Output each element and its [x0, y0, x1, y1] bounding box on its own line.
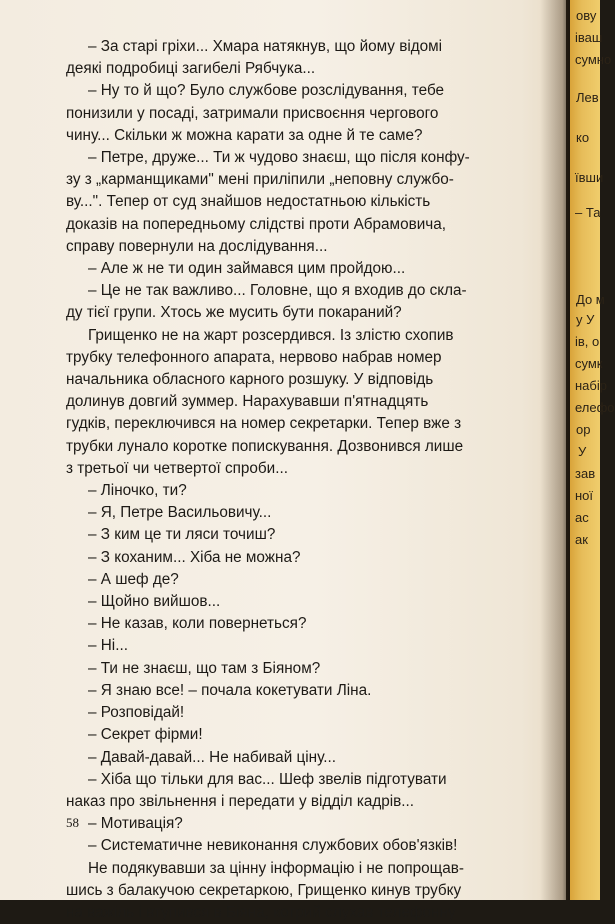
text-line: – Ні... — [88, 637, 128, 655]
text-line: – Я, Петре Васильовичу... — [88, 504, 272, 522]
text-line: – Систематичне невиконання службових обов'язків! — [88, 837, 458, 855]
text-line: зу з „карманщиками" мені приліпили „неповну службо- — [66, 171, 454, 189]
next-page-fragment: у У — [576, 312, 595, 327]
text-line: трубку телефонного апарата, нервово набрав номер — [66, 348, 442, 366]
page-edge-shadow — [540, 0, 572, 900]
text-line: – З ким це ти ляси точиш? — [88, 526, 276, 544]
next-page-fragment: ову — [576, 8, 597, 23]
text-line: ву...". Тепер от суд знайшов недостатньою кількість — [66, 193, 431, 211]
next-page-fragment: зав — [575, 466, 596, 481]
page-text — [66, 36, 554, 924]
text-line: – Розповідай! — [88, 704, 185, 722]
text-line: – Ліночко, ти? — [88, 482, 187, 500]
next-page-fragment: ор — [576, 422, 591, 437]
next-page-fragment: У — [578, 444, 587, 459]
next-page-fragment: ас — [575, 510, 589, 525]
next-page-fragment: іваш — [575, 30, 603, 45]
text-line: Грищенко не на жарт розсердився. Із злістю схопив — [88, 326, 454, 344]
text-line: чину... Скільки ж можна карати за одне й те саме? — [66, 126, 423, 144]
text-line: – Щойно вийшов... — [88, 593, 221, 611]
next-page-fragment: ів, о — [575, 334, 600, 349]
next-page-sliver — [570, 0, 615, 900]
text-line: шись з балакучою секретаркою, Грищенко кинув трубку — [66, 881, 462, 899]
text-line: – Ти не знаєш, що там з Біяном? — [88, 659, 321, 677]
page-number: 58 — [66, 815, 79, 830]
text-line: деякі подробиці загибелі Рябчука... — [66, 60, 316, 78]
text-line: – Давай-давай... Не набивай ціну... — [88, 748, 336, 766]
text-line: – Не казав, коли повернеться? — [88, 615, 307, 633]
next-page-fragment: ко — [576, 130, 590, 145]
text-line: – Мотивація? — [88, 815, 183, 833]
text-line: начальника обласного карного розшуку. У відповідь — [66, 371, 434, 389]
text-line: – Хіба що тільки для вас... Шеф звелів підготувати — [88, 770, 447, 788]
text-line: Не подякувавши за цінну інформацію і не попрощав- — [88, 859, 464, 877]
text-line: з третьої чи четвертої спроби... — [66, 459, 288, 477]
text-line: – З коханим... Хіба не можна? — [88, 548, 301, 566]
text-line: на важіль і втупився в Біяна, котрий слухав телефонну — [66, 903, 456, 921]
text-line: – Секрет фірми! — [88, 726, 203, 744]
text-line: – Я знаю все! – почала кокетувати Ліна. — [88, 681, 372, 699]
next-page-fragment: сумно — [575, 52, 612, 67]
text-line: – Ну то й що? Було службове розслідування, тебе — [88, 82, 445, 100]
text-line: – Петре, друже... Ти ж чудово знаєш, що після конфу- — [88, 149, 470, 167]
text-line: – Але ж не ти один займався цим пройдою... — [88, 260, 406, 278]
text-line: наказ про звільнення і передати у відділ кадрів... — [66, 792, 415, 810]
text-line: долинув довгий зуммер. Нарахувавши п'ятнадцять — [66, 393, 429, 411]
text-line: – А шеф де? — [88, 570, 179, 588]
text-line: понизили у посаді, затримали присвоєння чергового — [66, 104, 439, 122]
next-page-fragment: Лев — [576, 90, 599, 105]
text-line: гудків, переключився на номер секретарки. Тепер вже з — [66, 415, 462, 433]
text-line: доказів на попередньому слідстві проти Абрамовича, — [66, 215, 446, 233]
text-line: трубки лунало коротке попискування. Дозвонився лише — [66, 437, 464, 455]
next-page-fragment: набір — [575, 378, 607, 393]
text-line: – Це не так важливо... Головне, що я входив до скла- — [88, 282, 467, 300]
next-page-fragment: сумк — [575, 356, 603, 371]
next-page-fragment: До м — [576, 292, 605, 307]
text-line: – За старі гріхи... Хмара натякнув, що йому відомі — [88, 38, 443, 55]
next-page-fragment: – Та — [575, 205, 601, 220]
next-page-fragment: ак — [575, 532, 588, 547]
text-line: справу повернули на дослідування... — [66, 237, 328, 255]
next-page-fragment: ної — [575, 488, 594, 503]
next-page-fragment: ївши — [575, 170, 604, 185]
next-page-fragment: елефо — [575, 400, 615, 415]
text-line: ду тієї групи. Хтось же мусить бути покараний? — [66, 304, 402, 322]
